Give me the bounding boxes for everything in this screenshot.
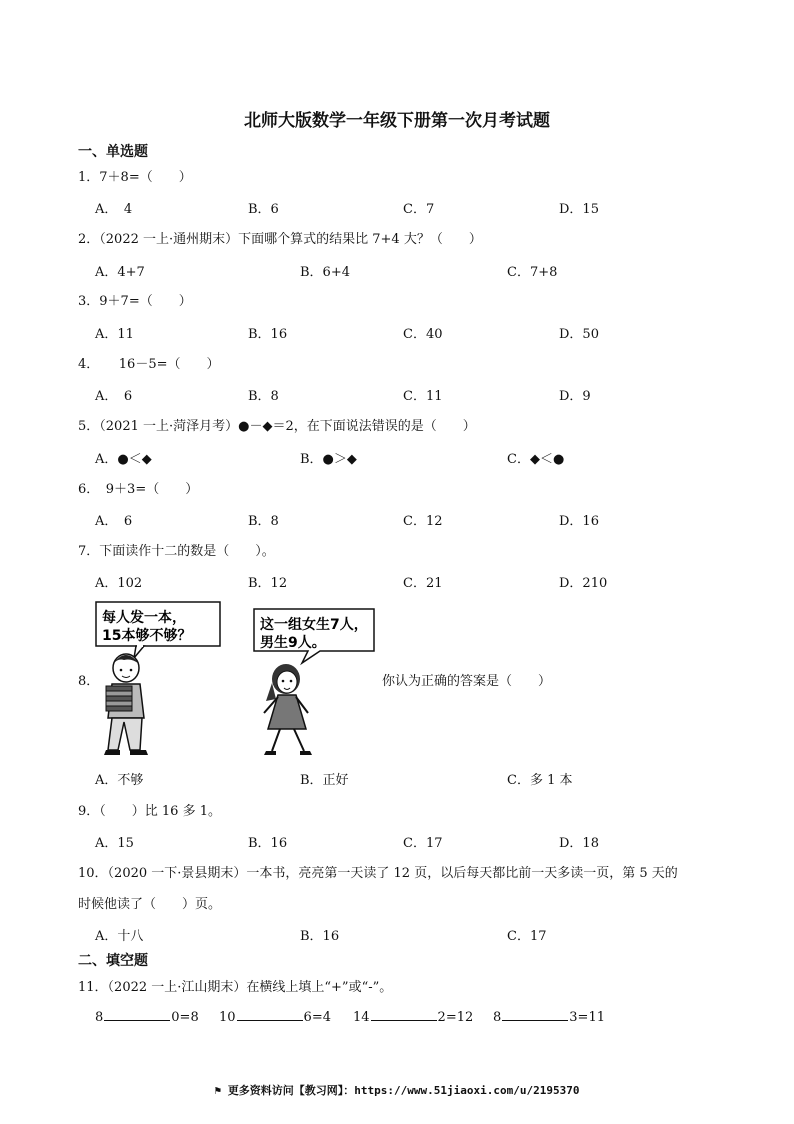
- q8-option-b[interactable]: B．正好: [300, 773, 349, 788]
- page-title: 北师大版数学一年级下册第一次月考试题: [244, 111, 550, 131]
- q11-left-operand: 8: [95, 1010, 104, 1025]
- q11-blank-4: [493, 1008, 605, 1025]
- q11-blank-1: [95, 1008, 199, 1025]
- question-10: 10．（2020 一下·景县期末）一本书，亮亮第一天读了 12 页，以后每天都比前一天多读一页，第 5 天的: [78, 866, 678, 881]
- girl-bubble-line1: 这一组女生7人，: [260, 617, 368, 633]
- q7-option-d[interactable]: D．210: [559, 576, 608, 591]
- q2-option-b[interactable]: B．6+4: [300, 265, 350, 280]
- footer-link[interactable]: [0, 1082, 794, 1098]
- question-1: 1．7＋8=（ ）: [78, 170, 192, 185]
- question-5: 5．（2021 一上·菏泽月考）●－◆＝2，在下面说法错误的是（ ）: [78, 419, 476, 434]
- girl-bubble-line2: 男生9人。: [260, 635, 326, 651]
- question-8: 8．: [78, 674, 100, 689]
- question-11: 11．（2022 一上·江山期末）在横线上填上“+”或“-”。: [78, 980, 393, 995]
- q3-option-c[interactable]: C．40: [403, 327, 443, 342]
- q3-option-d[interactable]: D．50: [559, 327, 599, 342]
- question-9: 9．（ ）比 16 多 1。: [78, 804, 221, 819]
- q8-option-c[interactable]: C．多 1 本: [507, 773, 573, 788]
- q11-right-side: 2=12: [437, 1010, 474, 1025]
- q1-option-b[interactable]: B．6: [248, 202, 279, 217]
- q3-option-b[interactable]: B．16: [248, 327, 288, 342]
- q8-prompt: 你认为正确的答案是（ ）: [382, 674, 552, 689]
- q10-option-c[interactable]: C．17: [507, 929, 547, 944]
- q10-option-a[interactable]: A．十八: [95, 929, 144, 944]
- q1-option-a[interactable]: A． 4: [95, 202, 133, 217]
- q11-answer-blank[interactable]: [104, 1008, 170, 1021]
- q9-option-b[interactable]: B．16: [248, 836, 288, 851]
- footer-text: 更多资料访问【教习网】：https://www.51jiaoxi.com/u/2195370: [227, 1084, 580, 1097]
- q9-option-a[interactable]: A．15: [95, 836, 134, 851]
- question-6: 6． 9＋3=（ ）: [78, 482, 199, 497]
- section-heading-fill-blank: 二、填空题: [78, 953, 148, 969]
- boy-illustration: [94, 600, 234, 760]
- q4-option-d[interactable]: D．9: [559, 389, 591, 404]
- q8-option-a[interactable]: A．不够: [95, 773, 144, 788]
- flag-icon: ⚑: [214, 1084, 228, 1097]
- question-10-continued: 时候他读了（ ）页。: [78, 897, 222, 912]
- q11-left-operand: 14: [353, 1010, 370, 1025]
- q2-option-a[interactable]: A．4+7: [95, 265, 145, 280]
- boy-bubble-line2: 15本够不够？: [102, 628, 192, 644]
- q11-left-operand: 8: [493, 1010, 502, 1025]
- q2-option-c[interactable]: C．7+8: [507, 265, 558, 280]
- q11-answer-blank[interactable]: [502, 1008, 568, 1021]
- boy-bubble-line1: 每人发一本，: [102, 610, 186, 626]
- q10-option-b[interactable]: B．16: [300, 929, 340, 944]
- question-3: 3．9＋7=（ ）: [78, 294, 192, 309]
- q11-blank-3: [353, 1008, 473, 1025]
- question-4: 4． 16－5=（ ）: [78, 357, 220, 372]
- q7-option-b[interactable]: B．12: [248, 576, 288, 591]
- q11-right-side: 6=4: [303, 1010, 331, 1025]
- q11-blank-2: [219, 1008, 331, 1025]
- q4-option-a[interactable]: A． 6: [95, 389, 133, 404]
- q11-right-side: 3=11: [569, 1010, 605, 1025]
- q11-right-side: 0=8: [171, 1010, 199, 1025]
- q5-option-c[interactable]: C．◆＜●: [507, 452, 565, 467]
- q6-option-d[interactable]: D．16: [559, 514, 599, 529]
- girl-illustration: [250, 605, 390, 760]
- q11-left-operand: 10: [219, 1010, 236, 1025]
- q11-answer-blank[interactable]: [237, 1008, 303, 1021]
- section-heading-single-choice: 一、单选题: [78, 144, 148, 160]
- q1-option-c[interactable]: C．7: [403, 202, 435, 217]
- q6-option-a[interactable]: A． 6: [95, 514, 133, 529]
- q6-option-b[interactable]: B．8: [248, 514, 279, 529]
- q7-option-a[interactable]: A．102: [95, 576, 143, 591]
- q7-option-c[interactable]: C．21: [403, 576, 443, 591]
- q9-option-c[interactable]: C．17: [403, 836, 443, 851]
- q6-option-c[interactable]: C．12: [403, 514, 443, 529]
- q4-option-c[interactable]: C．11: [403, 389, 443, 404]
- q5-option-b[interactable]: B．●＞◆: [300, 452, 357, 467]
- q11-answer-blank[interactable]: [371, 1008, 437, 1021]
- q9-option-d[interactable]: D．18: [559, 836, 599, 851]
- q3-option-a[interactable]: A．11: [95, 327, 134, 342]
- q1-option-d[interactable]: D．15: [559, 202, 599, 217]
- q5-option-a[interactable]: A．●＜◆: [95, 452, 152, 467]
- q4-option-b[interactable]: B．8: [248, 389, 279, 404]
- question-7: 7．下面读作十二的数是（ ）。: [78, 544, 275, 559]
- question-2: 2．（2022 一上·通州期末）下面哪个算式的结果比 7+4 大？（ ）: [78, 232, 482, 247]
